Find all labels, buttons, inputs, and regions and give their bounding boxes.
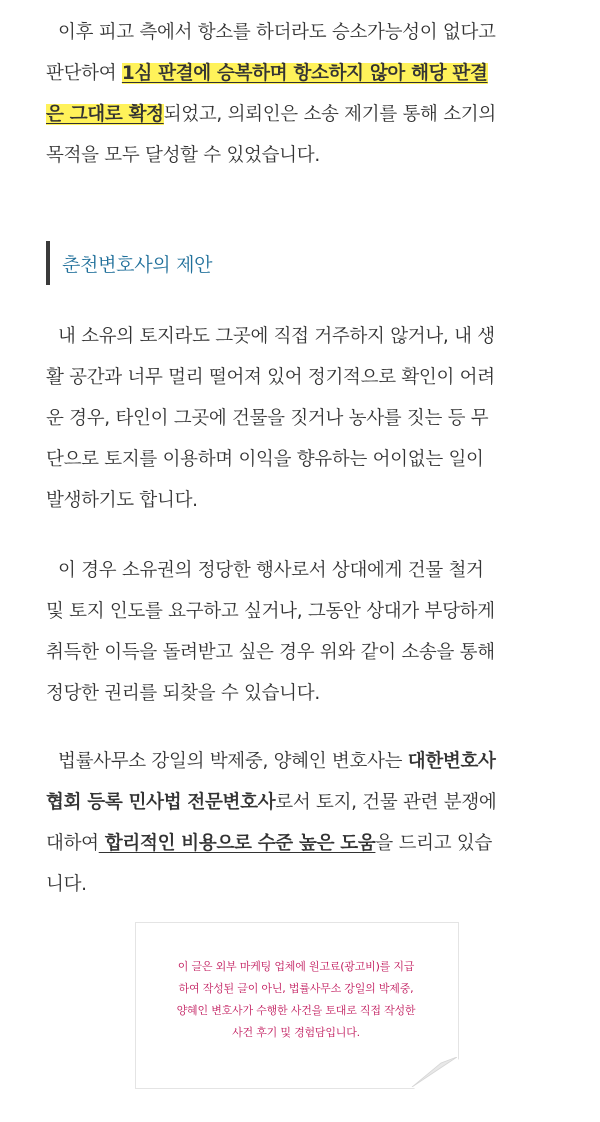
section-heading xyxy=(46,241,212,285)
text-line xyxy=(46,550,556,591)
text-line xyxy=(46,94,556,135)
text-span: 대하여 xyxy=(46,833,99,854)
text-line: 이 글은 외부 마케팅 업체에 원고료(광고비)를 지급 xyxy=(177,960,415,973)
text-span: 발생하기도 합니다. xyxy=(46,490,198,511)
text-line xyxy=(46,591,556,632)
proposal-paragraph-1 xyxy=(46,316,556,521)
proposal-paragraph-3 xyxy=(46,741,556,905)
text-span: 활 공간과 너무 멀리 떨어져 있어 정기적으로 확인이 어려 xyxy=(46,367,495,388)
text-line xyxy=(46,398,556,439)
text-span: 내 소유의 토지라도 그곳에 직접 거주하지 않거나, 내 생 xyxy=(58,326,495,347)
disclaimer-note xyxy=(135,922,457,1087)
text-line xyxy=(46,135,556,176)
text-span: 정당한 권리를 되찾을 수 있습니다. xyxy=(46,683,320,704)
bold-text: 협회 등록 민사법 전문변호사 xyxy=(46,792,276,813)
page-curl-icon xyxy=(411,1057,457,1087)
text-span: 운 경우, 타인이 그곳에 건물을 짓거나 농사를 짓는 등 무 xyxy=(46,408,489,429)
proposal-paragraph-2 xyxy=(46,550,556,714)
text-line xyxy=(46,316,556,357)
text-span: 니다. xyxy=(46,874,87,895)
text-line xyxy=(46,480,556,521)
text-span: 판단하여 xyxy=(46,63,122,84)
text-line xyxy=(46,53,556,94)
text-line: 하여 작성된 글이 아닌, 법률사무소 강일의 박제중, xyxy=(178,982,414,995)
text-line xyxy=(46,823,556,864)
bold-text: 대한변호사 xyxy=(407,751,496,772)
conclusion-paragraph xyxy=(46,12,556,176)
text-line xyxy=(46,741,556,782)
text-span: 을 드리고 있습 xyxy=(375,833,493,854)
disclaimer-text xyxy=(145,956,447,1044)
text-line xyxy=(46,673,556,714)
text-line: 양혜인 변호사가 수행한 사건을 토대로 직접 작성한 xyxy=(176,1004,416,1017)
text-line xyxy=(46,357,556,398)
text-span: 단으로 토지를 이용하며 이익을 향유하는 어이없는 일이 xyxy=(46,449,484,470)
text-line xyxy=(46,12,556,53)
text-span: 로서 토지, 건물 관련 분쟁에 xyxy=(275,792,497,813)
text-line: 사건 후기 및 경험담입니다. xyxy=(232,1026,360,1039)
text-line xyxy=(46,439,556,480)
text-span: 취득한 이득을 돌려받고 싶은 경우 위와 같이 소송을 통해 xyxy=(46,642,495,663)
highlighted-text: 1심 판결에 승복하며 항소하지 않아 해당 판결 xyxy=(121,63,488,84)
text-span: 이후 피고 측에서 항소를 하더라도 승소가능성이 없다고 xyxy=(58,22,496,43)
highlighted-text: 은 그대로 확정 xyxy=(46,104,164,125)
heading-bar xyxy=(46,241,50,285)
text-span: 및 토지 인도를 요구하고 싶거나, 그동안 상대가 부당하게 xyxy=(46,601,495,622)
text-line xyxy=(46,632,556,673)
text-line xyxy=(46,782,556,823)
section-title: 춘천변호사의 제안 xyxy=(62,253,213,276)
text-span: 이 경우 소유권의 정당한 행사로서 상대에게 건물 철거 xyxy=(58,560,484,581)
text-span: 되었고, 의뢰인은 소송 제기를 통해 소기의 xyxy=(163,104,496,125)
underlined-bold-text: 합리적인 비용으로 수준 높은 도움 xyxy=(98,833,376,854)
text-span: 법률사무소 강일의 박제중, 양혜인 변호사는 xyxy=(58,751,408,772)
text-span: 목적을 모두 달성할 수 있었습니다. xyxy=(46,145,320,166)
text-line xyxy=(46,864,556,905)
